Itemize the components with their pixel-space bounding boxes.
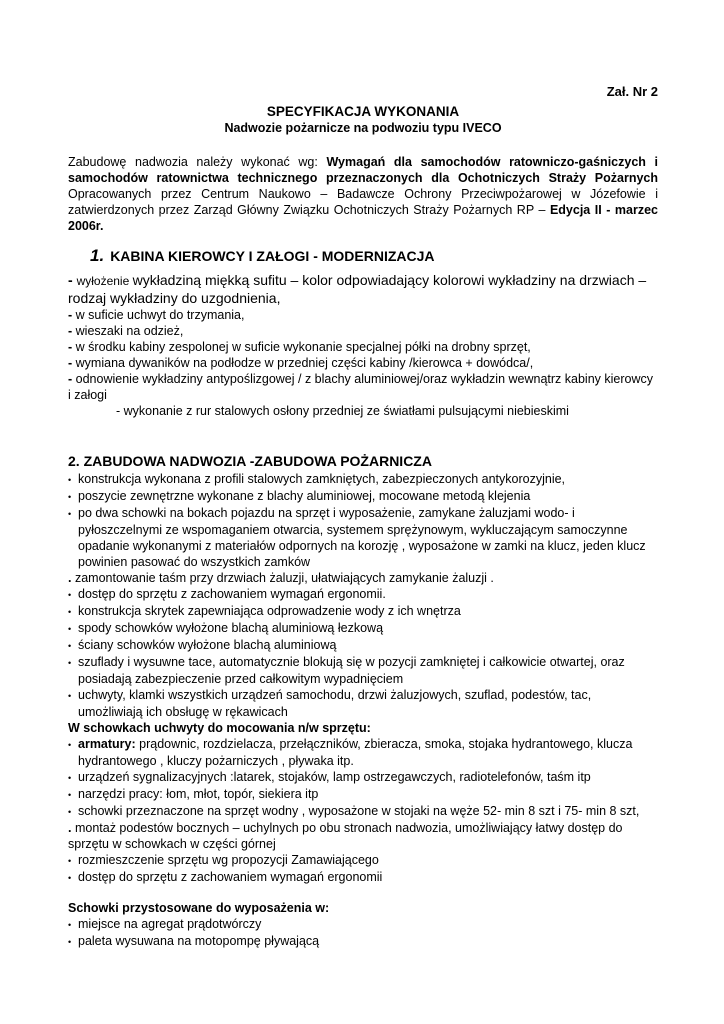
list-item: • miejsce na agregat prądotwórczy (68, 917, 262, 931)
list-item: - wieszaki na odzież, (68, 324, 184, 338)
list-item: • urządzeń sygnalizacyjnych :latarek, stojaków, lamp ostrzegawczych, radiotelefonów, taśm itp (68, 770, 591, 784)
list-item: • szuflady i wysuwne tace, automatycznie blokują się w pozycji zamkniętej i całkowicie otwartej, oraz posiadają zabezpieczenie przed całkowitym wypadnięciem (68, 655, 625, 686)
section2-period-item: . zamontowanie taśm przy drzwiach żaluzji, ułatwiających zamykanie żaluzji . (68, 571, 494, 585)
list-item: • dostęp do sprzętu z zachowaniem wymagań ergonomii. (68, 587, 386, 601)
list-item: • uchwyty, klamki wszystkich urządzeń samochodu, drzwi żaluzjowych, szuflad, podestów, tac, umożliwiają ich obsługę w rękawicach (68, 688, 592, 719)
list-item: • paleta wysuwana na motopompę pływającą (68, 934, 320, 948)
section1-indented-item: - wykonanie z rur stalowych osłony przedniej ze światłami pulsującymi niebieskimi (116, 404, 569, 418)
document-subtitle: Nadwozie pożarnicze na podwoziu typu IVECO (224, 121, 502, 135)
section2-bullets-c (68, 769, 658, 820)
holders-heading: W schowkach uchwyty do mocowania n/w sprzętu: (68, 721, 371, 735)
list-item: • konstrukcja wykonana z profili stalowych zamkniętych, zabezpieczonych antykorozyjnie, (68, 472, 566, 486)
section1-heading: 1. KABINA KIEROWCY I ZAŁOGI - MODERNIZACJA (90, 246, 435, 265)
intro-paragraph: Zabudowę nadwozia należy wykonać wg: Wymagań dla samochodów ratowniczo-gaśniczych i samochodów ratownictwa technicznego przeznaczonych dla Ochotniczych Straży Pożarnych Opracowanych przez Centrum Naukowo – Badawcze Ochrony Przeciwpożarowej w Józefowie i zatwierdzonych przez Zarząd Główny Związku Ochotniczych Straży Pożarnych RP – Edycja II - marzec 2006r. (68, 155, 658, 233)
document-title: SPECYFIKACJA WYKONANIA (266, 104, 460, 119)
list-item: • poszycie zewnętrzne wykonane z blachy aluminiowej, mocowane metodą klejenia (68, 489, 531, 503)
list-item: • armatury: prądownic, rozdzielacza, przełączników, zbieracza, smoka, stojaka hydrantowego, klucza hydrantowego , kluczy pożarniczych , pływaka itp. (68, 737, 633, 768)
list-item: • schowki przeznaczone na sprzęt wodny , wyposażone w stojaki na węże 52- min 8 szt i 75- min 8 szt, (68, 804, 640, 818)
section2-bullets-a (68, 471, 658, 570)
equipment-heading: Schowki przystosowane do wyposażenia w: (68, 901, 330, 915)
list-item: - w suficie uchwyt do trzymania, (68, 308, 245, 322)
section2-heading: 2. ZABUDOWA NADWOZIA -ZABUDOWA POŻARNICZA (68, 453, 432, 469)
section1-lead-item: - wyłożenie wykładziną miękką sufitu – kolor odpowiadający kolorowi wykładziny na drzwiach – rodzaj wykładziny do uzgodnienia, (68, 272, 647, 306)
section2-bullets-b (68, 586, 658, 720)
section2-period-item-2: . montaż podestów bocznych – uchylnych po obu stronach nadwozia, umożliwiający łatwy dostęp do sprzętu w schowkach w części górnej (68, 821, 623, 851)
section1-list (68, 307, 658, 403)
list-item: - odnowienie wykładziny antypoślizgowej / z blachy aluminiowej/oraz wykładzin wewnątrz kabiny kierowcy i załogi (68, 372, 653, 402)
list-item: • ściany schowków wyłożone blachą aluminiową (68, 638, 337, 652)
list-item: - w środku kabiny zespolonej w suficie wykonanie specjalnej półki na drobny sprzęt, (68, 340, 531, 354)
document-page (68, 84, 658, 950)
list-item: • konstrukcja skrytek zapewniająca odprowadzenie wody z ich wnętrza (68, 604, 461, 618)
list-item: • rozmieszczenie sprzętu wg propozycji Zamawiającego (68, 853, 379, 867)
section2-bullets-e (68, 916, 658, 950)
attachment-number: Zał. Nr 2 (606, 84, 658, 99)
section2-bullets-d (68, 852, 658, 886)
list-item: • spody schowków wyłożone blachą aluminiową łezkową (68, 621, 384, 635)
list-item: • po dwa schowki na bokach pojazdu na sprzęt i wyposażenie, zamykane żaluzjami wodo- i pyłoszczelnymi ze wspomaganiem otwarcia, systemem sprężynowym, wykluczającym samoczynne opadanie wykonanymi z materiałów odpornych na korozję , wyposażone w zamki na klucz, jeden klucz powinien pasować do wszystkich zamków (68, 506, 646, 569)
list-item: - wymiana dywaników na podłodze w przedniej części kabiny /kierowca + dowódca/, (68, 356, 534, 370)
list-item: • dostęp do sprzętu z zachowaniem wymagań ergonomii (68, 870, 383, 884)
list-item: • narzędzi pracy: łom, młot, topór, siekiera itp (68, 787, 319, 801)
